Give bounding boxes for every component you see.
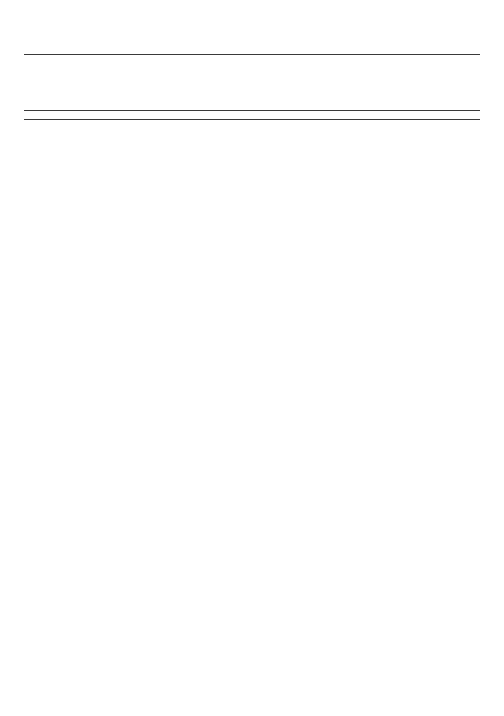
header-bottom-rule [24, 119, 480, 120]
subheader-row [24, 111, 480, 119]
column-header-row [24, 56, 480, 109]
header-top-rule [24, 54, 480, 55]
